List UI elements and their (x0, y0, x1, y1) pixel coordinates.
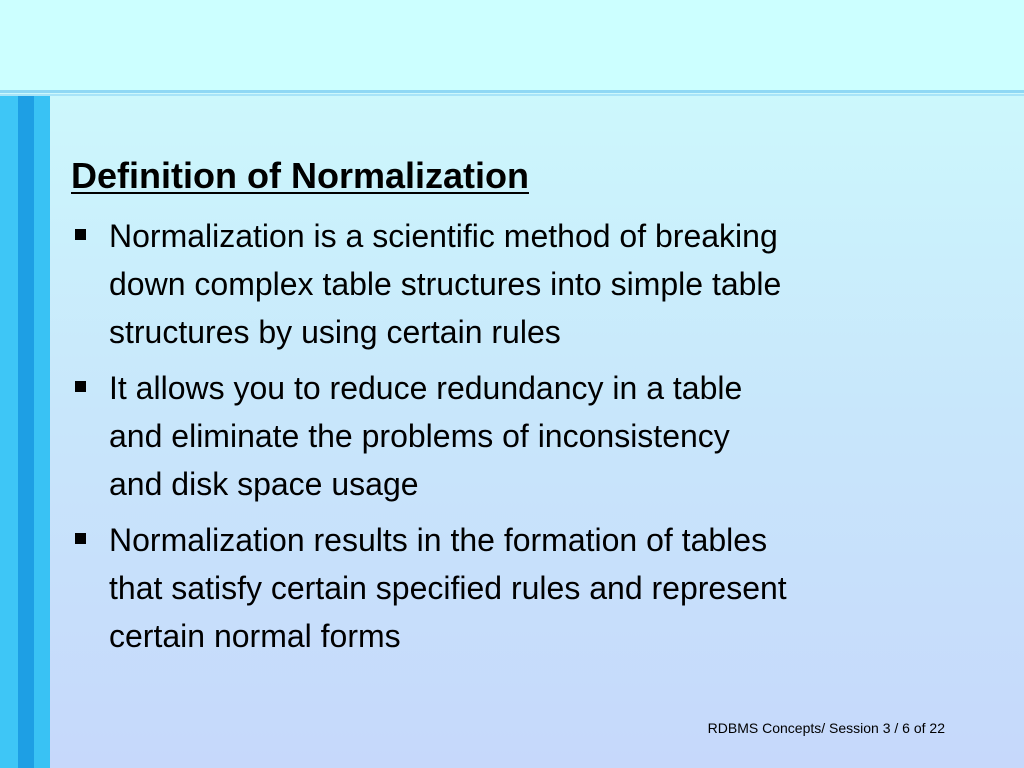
bullet-item (71, 364, 971, 508)
bullet-line: and disk space usage (109, 466, 419, 502)
top-band (0, 0, 1024, 90)
bullet-line: structures by using certain rules (109, 314, 561, 350)
bullet-line: that satisfy certain specified rules and represent (109, 570, 787, 606)
left-accent-bar-inner (34, 96, 50, 768)
top-divider-secondary (0, 94, 1024, 96)
bullet-item (71, 516, 971, 660)
bullet-list (71, 212, 971, 668)
bullet-line: It allows you to reduce redundancy in a table (109, 370, 743, 406)
slide-heading: Definition of Normalization (71, 155, 529, 196)
bullet-line: Normalization is a scientific method of breaking (109, 218, 778, 254)
bullet-line: Normalization results in the formation of tables (109, 522, 768, 558)
left-accent-bar-outer (0, 96, 18, 768)
square-bullet-icon (75, 381, 86, 392)
bullet-line: certain normal forms (109, 618, 401, 654)
bullet-line: down complex table structures into simple table (109, 266, 782, 302)
square-bullet-icon (75, 229, 86, 240)
square-bullet-icon (75, 533, 86, 544)
bullet-item (71, 212, 971, 356)
top-divider (0, 90, 1024, 93)
left-accent-bar-middle (18, 96, 34, 768)
slide-footer: RDBMS Concepts/ Session 3 / 6 of 22 (707, 720, 945, 736)
bullet-line: and eliminate the problems of inconsistency (109, 418, 730, 454)
